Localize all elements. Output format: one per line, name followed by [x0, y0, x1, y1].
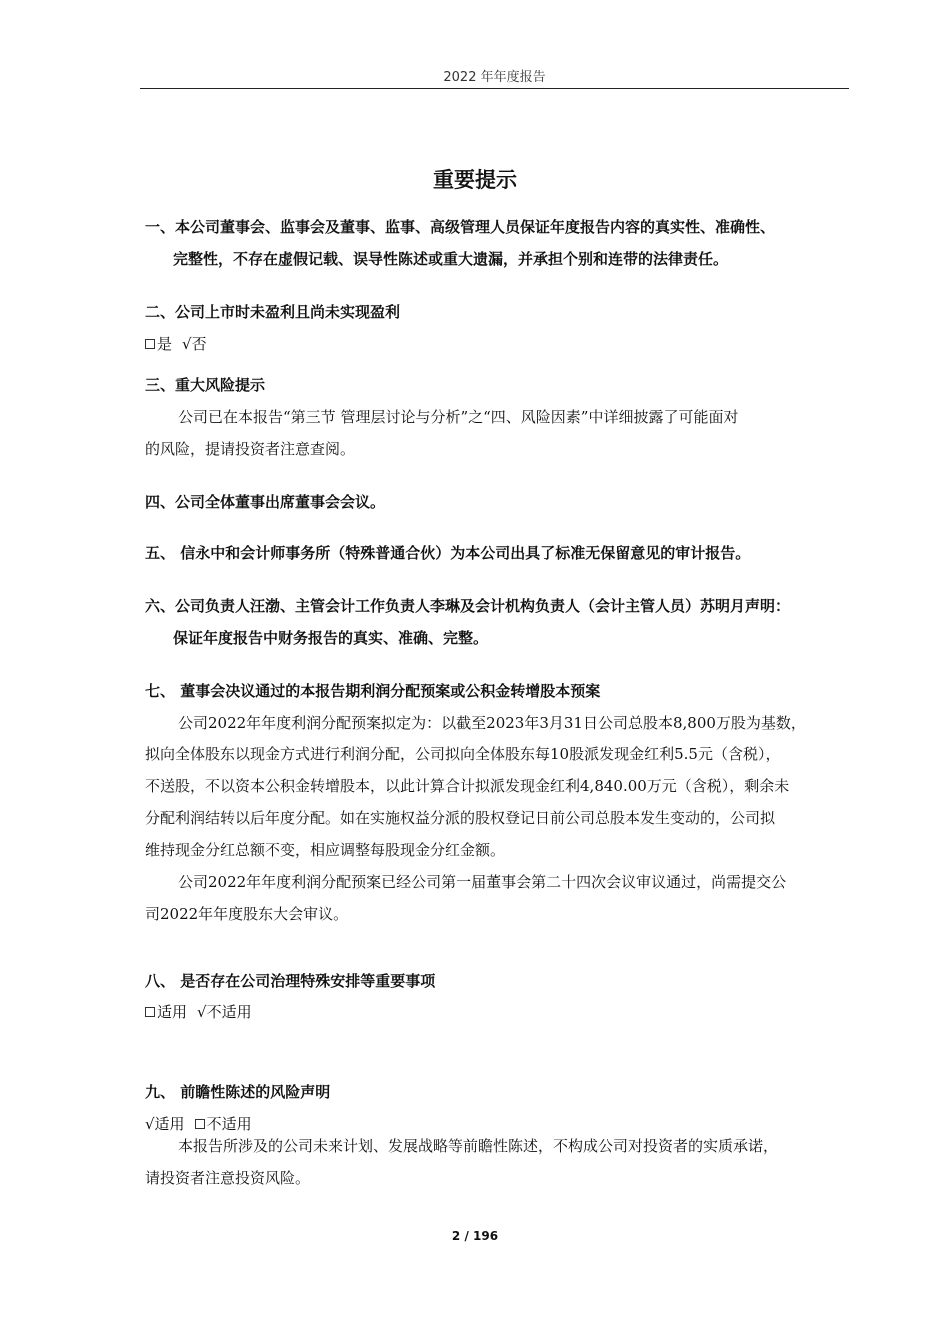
section-7-para-line-2: 拟向全体股东以现金方式进行利润分配，公司拟向全体股东每10股派发现金红利5.5元（含税）， [145, 745, 781, 763]
section-2-heading: 二、公司上市时未盈利且尚未实现盈利 [145, 303, 401, 321]
section-7-para-line-3: 不送股，不以资本公积金转增股本，以此计算合计拟派发现金红利4,840.00万元（含税），剩余未 [145, 777, 790, 795]
section-7-para-line-5: 维持现金分红总额不变，相应调整每股现金分红金额。 [145, 841, 506, 859]
page-header: 2022 年年度报告 [140, 66, 849, 89]
section-2-options [145, 333, 207, 354]
section-5-heading: 五、 信永中和会计师事务所（特殊普通合伙）为本公司出具了标准无保留意见的审计报告。 [145, 544, 751, 562]
section-3-para-line-1: 公司已在本报告“第三节 管理层讨论与分析”之“四、风险因素”中详细披露了可能面对 [178, 408, 739, 426]
section-1-line-1: 一、本公司董事会、监事会及董事、监事、高级管理人员保证年度报告内容的真实性、准确性、 [145, 218, 776, 236]
section-9-options [145, 1113, 252, 1134]
section-4-heading: 四、公司全体董事出席董事会会议。 [145, 493, 386, 511]
section-8-heading: 八、 是否存在公司治理特殊安排等重要事项 [145, 972, 436, 990]
section-7-para-line-7: 司2022年年度股东大会审议。 [145, 905, 349, 923]
section-6-line-2: 保证年度报告中财务报告的真实、准确、完整。 [173, 629, 489, 647]
page-title: 重要提示 [433, 168, 517, 192]
option-applicable-label: 适用 [157, 1003, 188, 1021]
page-number: 2 / 196 [451, 1229, 499, 1243]
section-9-para-line-2: 请投资者注意投资风险。 [145, 1169, 311, 1187]
checkbox-unchecked-icon [145, 1007, 155, 1017]
section-9-heading: 九、 前瞻性陈述的风险声明 [145, 1083, 331, 1101]
section-7-para-line-1: 公司2022年年度利润分配预案拟定为：以截至2023年3月31日公司总股本8,800万股为基数， [178, 714, 806, 732]
section-3-heading: 三、重大风险提示 [145, 376, 266, 394]
option-no-label: √否 [182, 335, 207, 353]
option-applicable-label: √适用 [145, 1115, 185, 1133]
section-7-para-line-4: 分配利润结转以后年度分配。如在实施权益分派的股权登记日前公司总股本发生变动的，公司拟 [145, 809, 776, 827]
section-3-para-line-2: 的风险，提请投资者注意查阅。 [145, 440, 356, 458]
checkbox-unchecked-icon [145, 339, 155, 349]
section-7-heading: 七、 董事会决议通过的本报告期利润分配预案或公积金转增股本预案 [145, 682, 601, 700]
section-8-options [145, 1001, 252, 1022]
option-yes-label: 是 [157, 335, 173, 353]
section-6-line-1: 六、公司负责人汪渤、主管会计工作负责人李琳及会计机构负责人（会计主管人员）苏明月声明： [145, 597, 791, 615]
option-not-applicable-label: √不适用 [197, 1003, 252, 1021]
option-not-applicable-label: 不适用 [206, 1115, 252, 1133]
section-1-line-2: 完整性，不存在虚假记载、误导性陈述或重大遗漏，并承担个别和连带的法律责任。 [173, 250, 729, 268]
checkbox-unchecked-icon [195, 1119, 205, 1129]
section-7-para-line-6: 公司2022年年度利润分配预案已经公司第一届董事会第二十四次会议审议通过，尚需提交公 [178, 873, 787, 891]
section-9-para-line-1: 本报告所涉及的公司未来计划、发展战略等前瞻性陈述，不构成公司对投资者的实质承诺， [178, 1137, 779, 1155]
